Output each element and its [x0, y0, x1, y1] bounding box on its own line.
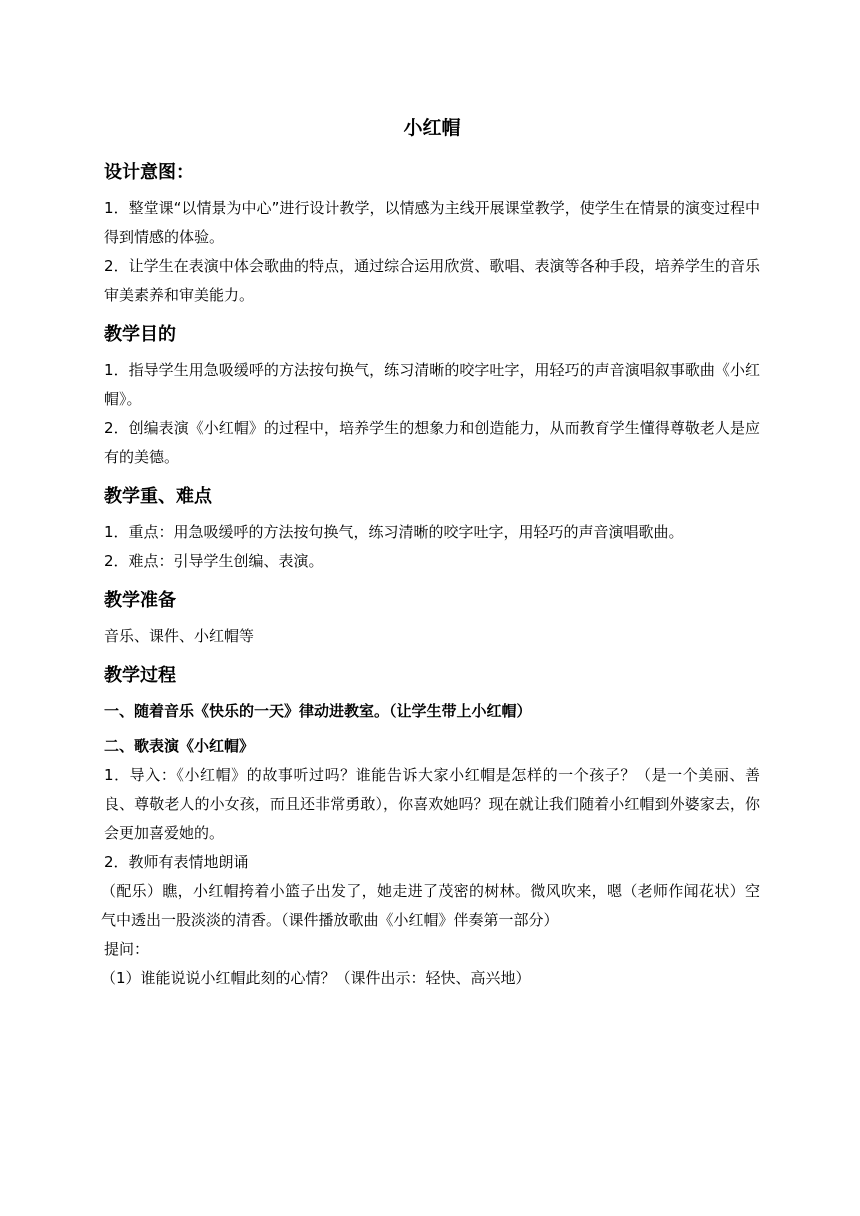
paragraph: 2．教师有表情地朗诵 [104, 853, 249, 871]
paragraph: 提问： [104, 940, 150, 958]
paragraph: 1．导入：《小红帽》的故事听过吗？谁能告诉大家小红帽是怎样的一个孩子？（是一个美丽、善良、尊敬老人的小女孩，而且还非常勇敢），你喜欢她吗？现在就让我们随着小红帽到外婆家去，你会更加喜爱她的。 [104, 766, 760, 842]
document-content [101, 114, 760, 993]
paragraph: 2．让学生在表演中体会歌曲的特点，通过综合运用欣赏、歌唱、表演等各种手段，培养学生的音乐审美素养和审美能力。 [104, 257, 760, 304]
paragraph: （配乐）瞧，小红帽挎着小篮子出发了，她走进了茂密的树林。微风吹来，嗯（老师作闻花状）空气中透出一股淡淡的清香。（课件播放歌曲《小红帽》伴奏第一部分） [101, 882, 760, 929]
section-heading-preparation: 教学准备 [104, 590, 176, 611]
paragraph: 音乐、课件、小红帽等 [104, 627, 255, 645]
paragraph: 1．重点：用急吸缓呼的方法按句换气，练习清晰的咬字吐字，用轻巧的声音演唱歌曲。 [104, 523, 684, 541]
section-heading-design-intent: 设计意图： [104, 162, 194, 183]
section-heading-key-points: 教学重、难点 [104, 486, 212, 507]
paragraph: 2．创编表演《小红帽》的过程中，培养学生的想象力和创造能力，从而教育学生懂得尊敬老人是应有的美德。 [104, 419, 760, 466]
section-heading-teaching-goals: 教学目的 [104, 324, 176, 345]
paragraph: 1．整堂课“以情景为中心”进行设计教学，以情感为主线开展课堂教学，使学生在情景的演变过程中得到情感的体验。 [104, 199, 760, 246]
process-step-heading: 一、随着音乐《快乐的一天》律动进教室。（让学生带上小红帽） [104, 702, 532, 720]
process-step-heading: 二、歌表演《小红帽》 [104, 737, 255, 755]
paragraph: 1．指导学生用急吸缓呼的方法按句换气，练习清晰的咬字吐字，用轻巧的声音演唱叙事歌曲《小红帽》。 [104, 361, 760, 408]
section-heading-process: 教学过程 [104, 665, 176, 686]
paragraph: （1）谁能说说小红帽此刻的心情？（课件出示：轻快、高兴地） [101, 969, 531, 987]
paragraph: 2．难点：引导学生创编、表演。 [104, 552, 324, 570]
document-title: 小红帽 [403, 117, 461, 139]
